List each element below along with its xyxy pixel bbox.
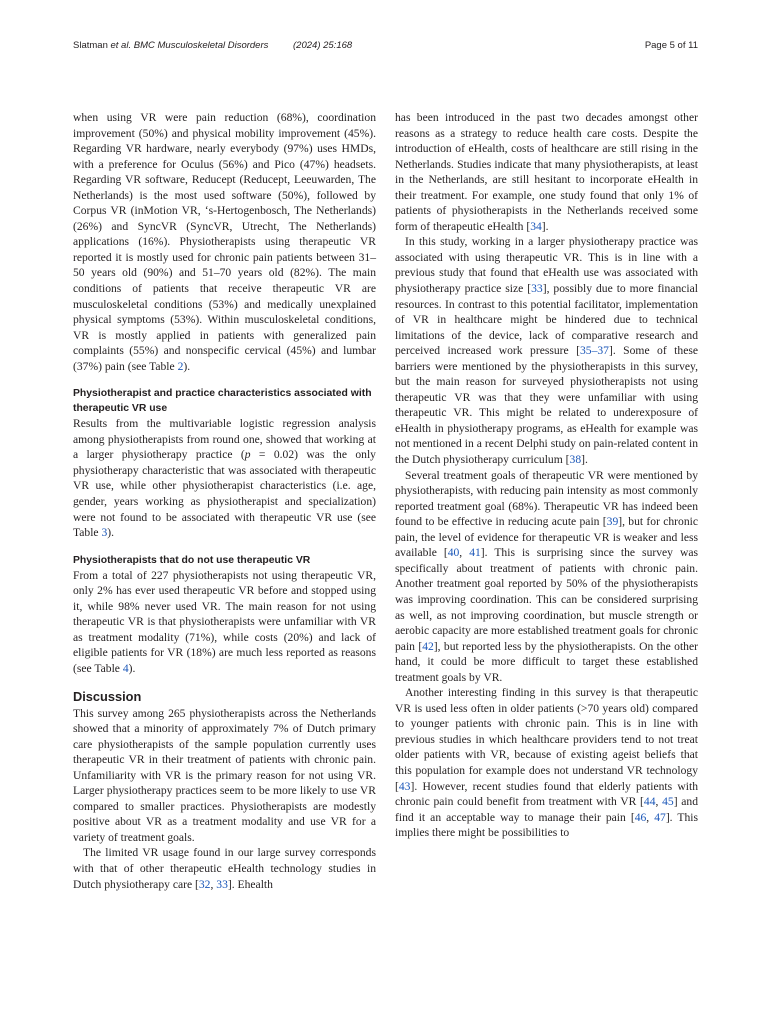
subsection-heading: Physiotherapists that do not use therapeutic VR — [73, 554, 311, 566]
p-value-symbol: p — [244, 448, 251, 462]
text: The limited VR usage found in our large survey corresponds with that of other therapeutic eHealth technology studies in Dutch physiotherapy care [ — [73, 846, 376, 891]
citation-link[interactable]: 40 — [447, 546, 460, 560]
text: ). — [183, 359, 191, 373]
text: From a total of 227 physiotherapists not using therapeutic VR, only 2% has ever used therapeutic VR before and stopped using it, while 98% never used VR. The main reason for not using therapeutic VR is that physiotherapists were unfamiliar with VR as treatment modality (71%), while costs (20%) and lack of eligible patients for VR (18%) are much less reported as reasons (see Table — [73, 568, 376, 675]
text: , — [646, 810, 655, 824]
citation-link[interactable]: 39 — [606, 515, 619, 529]
table-ref-link[interactable]: 4 — [122, 661, 129, 675]
text: , — [655, 795, 663, 809]
header-etal: et al. — [110, 40, 132, 51]
text: = 0.02) was the only physiotherapy characteristic that was associated with therapeutic VR use, while other physiotherapist characteristics (i.e. age, gender, years working as physiotherapist and specialization) were not found to be associated with therapeutic VR use (see Table — [73, 448, 376, 540]
text: In this study, working in a larger physiotherapy practice was associated with using therapeutic VR. This is in line with a previous study that found that eHealth use was associated with physiotherapy practice size [ — [395, 235, 698, 296]
text: when using VR were pain reduction (68%), coordination improvement (50%) and physical mobility improvement (45%). Regarding VR hardware, nearly everybody (97%) uses HMDs, with a preference for Oculus (56%) and Pico (47%) headsets. Regarding VR software, Reducept (Reducept, Leeuwarden, The Netherlands) is the most used software (50%), followed by Corpus VR (inMotion VR, ‘s-Hertogenbosch, The Netherlands) (26%) and SyncVR (SyncVR, Utrecht, The Netherlands) applications (16%). Physiotherapists using therapeutic VR reported it is mostly used for chronic pain patients between 31–50 years old (90%) and 51–70 years old (82%). The main conditions of patients that receive therapeutic VR are musculoskeletal conditions (53%) and medically unexplained physical symptoms (53%). Within musculoskeletal conditions, VR is mostly applied in patients with generalized pain complaints (55%) and nonspecific cervical (45%) and lumbar (37%) pain (see Table — [73, 111, 376, 373]
citation-link[interactable]: 33 — [216, 877, 228, 891]
citation-link[interactable]: 34 — [530, 219, 542, 233]
paragraph — [73, 416, 376, 540]
text: ). — [107, 526, 115, 540]
citation-link[interactable]: 45 — [662, 795, 674, 809]
citation-link[interactable]: 33 — [531, 282, 543, 296]
text: ] and find it an acceptable way to manage their pain [ — [395, 795, 698, 824]
paragraph: This survey among 265 physiotherapists across the Netherlands showed that a minority of approximately 7% of Dutch primary care physiotherapists of the sample population currently uses therapeutic VR in their treatment of patients with chronic pain. Unfamiliarity with VR is the primary reason for not using VR. Larger physiotherapy practices seem to be more likely to use VR compared to smaller practices. Physiotherapists are modestly positive about VR as a treatment modality and use VR for a variety of treatment goals. — [73, 706, 376, 844]
text: Another interesting finding in this survey is that therapeutic VR is used less often in older patients (>70 years old) compared to younger patients with chronic pain. This is in line with previous studies in which healthcare providers tend to not treat older patients with VR, because of existing ageist beliefs that this population for example does not understand VR technology [ — [395, 686, 698, 793]
citation-link[interactable]: 47 — [654, 810, 666, 824]
paragraph — [73, 568, 376, 677]
header-year-volume: (2024) 25:168 — [293, 40, 353, 51]
text: Several treatment goals of therapeutic VR were mentioned by physiotherapists, with reducing pain intensity as most commonly reported treatment goal (68%). Therapeutic VR has indeed been found to be effective in reducing acute pain [ — [395, 468, 698, 529]
left-column — [73, 110, 376, 892]
paragraph — [395, 234, 698, 467]
citation-link[interactable]: 44 — [643, 795, 656, 809]
text: ]. However, recent studies found that elderly patients with chronic pain could benefit from treatment with VR [ — [395, 779, 698, 809]
text: ], possibly due to more financial resources. In contrast to this potential facilitator, implementation of VR in healthcare might be hindered due to technical limitations of the device, lack of comparative research and perceived increased work pressure [ — [395, 282, 698, 358]
text: has been introduced in the past two decades amongst other reasons as a strategy to reduce health care costs. Despite the introduction of eHealth, costs of healthcare are still rising in the Netherlands. Studies indicate that many physiotherapists, at least in the Netherlands, are still hesitant to incorporate eHealth in their treatment. For example, one study found that only 1% of patients of physiotherapists in the Netherlands received some form of therapeutic eHealth [ — [395, 111, 698, 233]
header-journal: BMC Musculoskeletal Disorders — [131, 40, 269, 51]
text: ], but reported less by the physiotherapists. On the other hand, it could be more difficult to target these established treatment goals by VR. — [395, 639, 698, 684]
table-ref-link[interactable]: 3 — [101, 526, 108, 540]
text: , — [210, 877, 217, 891]
citation-link[interactable]: 42 — [422, 639, 434, 653]
citation-link[interactable]: 38 — [569, 453, 582, 467]
citation-link[interactable]: 32 — [198, 877, 211, 891]
text: , — [459, 546, 470, 560]
paragraph — [73, 110, 376, 374]
subsection-heading: Physiotherapist and practice characteristics associated with therapeutic VR use — [73, 388, 372, 415]
citation-link[interactable]: 41 — [469, 546, 481, 560]
table-ref-link[interactable]: 2 — [177, 359, 184, 373]
text: ]. — [541, 219, 549, 233]
header-page-number: Page 5 of 11 — [644, 40, 698, 51]
text: ). — [128, 661, 136, 675]
citation-link[interactable]: 43 — [398, 779, 411, 793]
paragraph — [395, 468, 698, 686]
citation-link[interactable]: 46 — [634, 810, 647, 824]
header-authors: Slatman — [73, 40, 111, 51]
citation-link[interactable]: 35–37 — [579, 344, 609, 358]
header-citation — [73, 40, 352, 51]
text: ]. — [581, 453, 588, 467]
text: ]. This is surprising since the survey was specifically about treatment of patients with chronic pain. Another treatment goal reported by 50% of the physiotherapists was improving coordination. This can be considered surprising as well, as not improving coordination, but muscle strength or aerobic capacity are more established treatment goals for chronic pain [ — [395, 546, 698, 653]
text: ]. This implies there might be possibilities to — [395, 810, 699, 840]
paragraph — [395, 110, 698, 234]
text: ]. Ehealth — [227, 877, 273, 891]
paragraph — [73, 845, 376, 892]
text: Results from the multivariable logistic regression analysis among physiotherapists from round one, showed that working at a larger physiotherapy practice ( — [73, 417, 376, 462]
text: ], but for chronic pain, the level of evidence for therapeutic VR is weaker and less available [ — [395, 515, 699, 560]
text: ]. Some of these barriers were mentioned by the physiotherapists in this survey, but the main reason for surveyed physiotherapists not using therapeutic VR was that they were unfamiliar with using therapeutic VR. This might be related to underexposure of eHealth in physiotherapy programs, as eHealth for example was not mentioned in a recent Delphi study on pain-related content in the Dutch physiotherapy curriculum [ — [395, 344, 698, 467]
right-column — [395, 110, 698, 841]
paragraph — [395, 685, 698, 840]
section-heading-discussion: Discussion — [73, 688, 142, 704]
running-header — [73, 40, 698, 56]
